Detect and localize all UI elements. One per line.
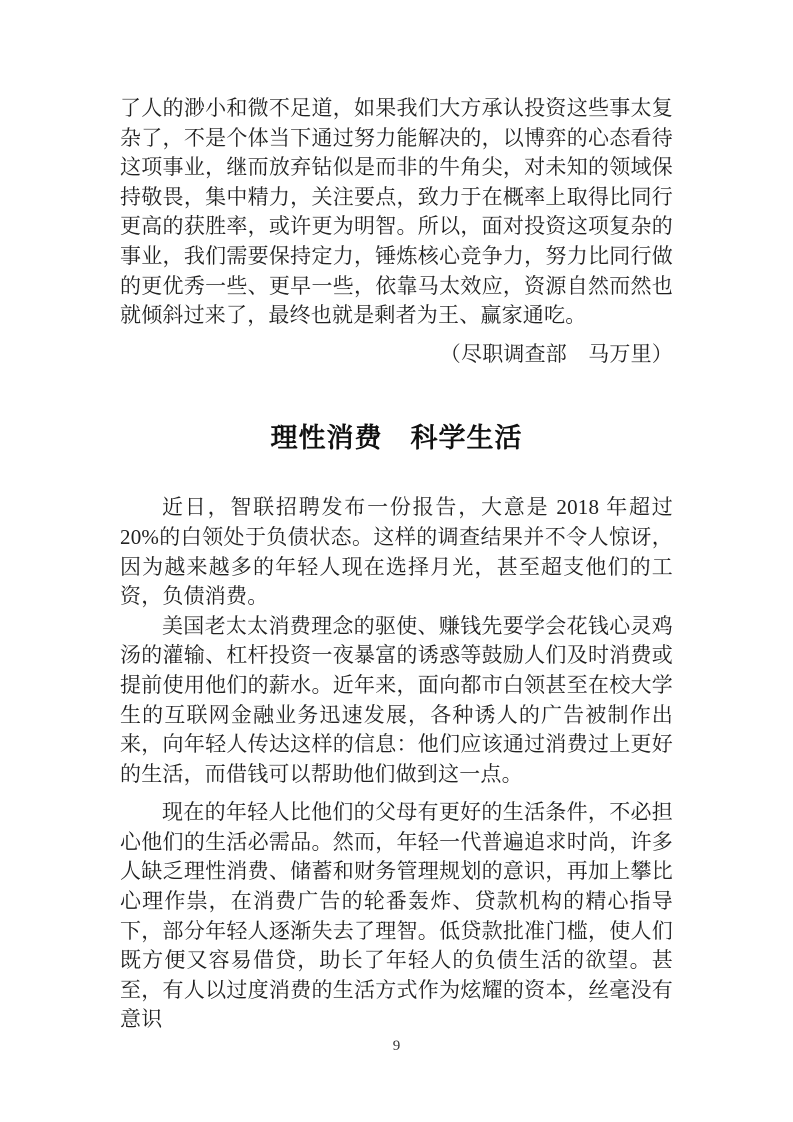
page-number: 9 (392, 1038, 401, 1054)
article-paragraph-1: 近日，智联招聘发布一份报告，大意是 2018 年超过 20%的白领处于负债状态。这样的调查结果并不令人惊讶，因为越来越多的年轻人现在选择月光，甚至超支他们的工资，负债消费。 (120, 495, 673, 609)
continuation-paragraph: 了人的渺小和微不足道，如果我们大方承认投资这些事太复杂了，不是个体当下通过努力能解决的，以博弈的心态看待这项事业，继而放弃钻似是而非的牛角尖，对未知的领域保持敬畏，集中精力，关注要点，致力于在概率上取得比同行更高的获胜率，或许更为明智。所以，面对投资这项复杂的事业，我们需要保持定力，锤炼核心竞争力，努力比同行做的更优秀一些、更早一些，依靠马太效应，资源自然而然也就倾斜过来了，最终也就是剩者为王、赢家通吃。 (120, 96, 673, 328)
article-title: 理性消费 科学生活 (270, 423, 523, 454)
signature-line: （尽职调查部 马万里） (439, 341, 673, 366)
article-paragraph-3: 现在的年轻人比他们的父母有更好的生活条件，不必担心他们的生活必需品。然而，年轻一代普遍追求时尚，许多人缺乏理性消费、储蓄和财务管理规划的意识，再加上攀比心理作祟，在消费广告的轮番轰炸、贷款机构的精心指导下，部分年轻人逐渐失去了理智。低贷款批准门槛，使人们既方便又容易借贷，助长了年轻人的负债生活的欲望。甚至，有人以过度消费的生活方式作为炫耀的资本，丝毫没有意识 (120, 800, 673, 1032)
text-column (120, 94, 673, 1035)
article-paragraph-2: 美国老太太消费理念的驱使、赚钱先要学会花钱心灵鸡汤的灌输、杠杆投资一夜暴富的诱惑等鼓励人们及时消费或提前使用他们的薪水。近年来，面向都市白领甚至在校大学生的互联网金融业务迅速发展，各种诱人的广告被制作出来，向年轻人传达这样的信息：他们应该通过消费过上更好的生活，而借钱可以帮助他们做到这一点。 (120, 613, 673, 786)
